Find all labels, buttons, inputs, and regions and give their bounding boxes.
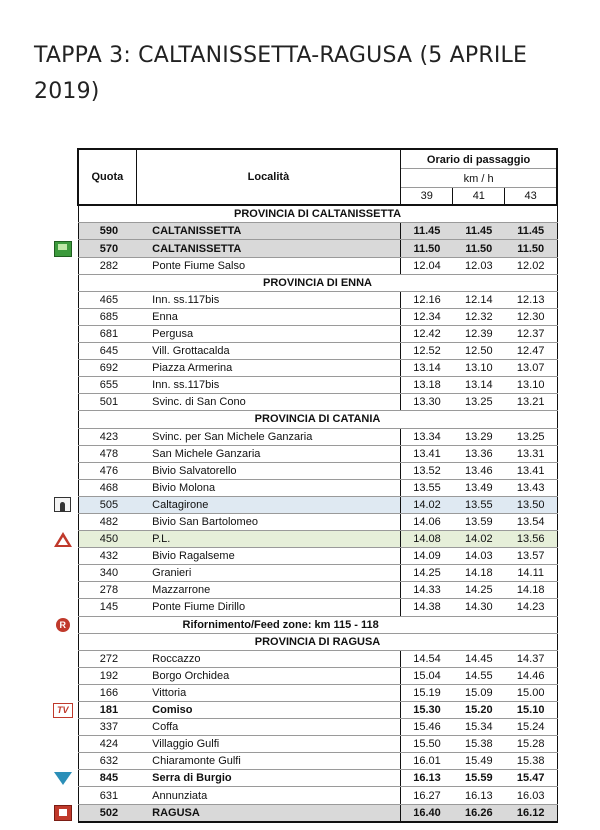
time-cell-43: 15.47: [505, 770, 557, 787]
localita-cell: Bivio Salvatorello: [136, 462, 401, 479]
time-cell-41: 14.55: [453, 667, 505, 684]
row-icon-cell: [48, 257, 78, 274]
table-row: [48, 804, 557, 822]
time-cell-39: 14.08: [401, 531, 453, 548]
quota-cell: 502: [78, 804, 136, 822]
time-cell-39: 12.52: [401, 343, 453, 360]
localita-cell: Villaggio Gulfi: [136, 736, 401, 753]
table-row: [48, 428, 557, 445]
time-cell-39: 11.45: [401, 223, 453, 240]
time-cell-39: 15.19: [401, 684, 453, 701]
row-icon-cell: [48, 240, 78, 257]
time-cell-41: 15.49: [453, 753, 505, 770]
quota-cell: 476: [78, 462, 136, 479]
timetable-body: [48, 205, 557, 821]
row-icon-cell: [48, 343, 78, 360]
feed-zone-icon: R: [56, 618, 70, 632]
row-icon-cell: [48, 445, 78, 462]
time-cell-43: 15.38: [505, 753, 557, 770]
localita-cell: Annunziata: [136, 787, 401, 804]
time-cell-43: 13.25: [505, 428, 557, 445]
row-icon-cell: [48, 719, 78, 736]
quota-cell: 337: [78, 719, 136, 736]
table-row: [48, 394, 557, 411]
time-cell-43: 13.43: [505, 479, 557, 496]
row-icon-cell: [48, 274, 78, 291]
quota-cell: 845: [78, 770, 136, 787]
time-cell-43: 14.11: [505, 565, 557, 582]
row-icon-cell: [48, 360, 78, 377]
table-row: [48, 548, 557, 565]
time-cell-39: 13.52: [401, 462, 453, 479]
table-row: [48, 223, 557, 240]
time-cell-43: 13.50: [505, 496, 557, 513]
localita-cell: Borgo Orchidea: [136, 667, 401, 684]
table-row: [48, 565, 557, 582]
row-icon-cell: [48, 736, 78, 753]
row-icon-cell: [48, 684, 78, 701]
time-cell-41: 13.36: [453, 445, 505, 462]
localita-cell: Pergusa: [136, 325, 401, 342]
time-cell-39: 13.30: [401, 394, 453, 411]
localita-cell: Bivio San Bartolomeo: [136, 513, 401, 530]
localita-cell: Ponte Fiume Salso: [136, 257, 401, 274]
time-cell-41: 15.59: [453, 770, 505, 787]
time-cell-41: 13.14: [453, 377, 505, 394]
time-cell-43: 13.57: [505, 548, 557, 565]
time-cell-39: 12.04: [401, 257, 453, 274]
table-row: [48, 343, 557, 360]
quota-cell: 590: [78, 223, 136, 240]
time-cell-43: 15.28: [505, 736, 557, 753]
table-row: [48, 496, 557, 513]
time-cell-43: 12.02: [505, 257, 557, 274]
localita-cell: Roccazzo: [136, 650, 401, 667]
feed-zone-label: Rifornimento/Feed zone: km 115 - 118: [78, 616, 557, 633]
localita-cell: Bivio Ragalseme: [136, 548, 401, 565]
localita-cell: Inn. ss.117bis: [136, 377, 401, 394]
page-title: TAPPA 3: CALTANISSETTA-RAGUSA (5 APRILE 2019): [34, 43, 528, 104]
localita-cell: CALTANISSETTA: [136, 240, 401, 257]
quota-cell: 272: [78, 650, 136, 667]
time-cell-39: 16.40: [401, 804, 453, 822]
table-row: [48, 702, 557, 719]
tv-icon: TV: [53, 703, 73, 718]
row-icon-cell: [48, 599, 78, 616]
table-row: [48, 462, 557, 479]
quota-cell: 450: [78, 531, 136, 548]
row-icon-cell: [48, 411, 78, 428]
mountain-gpm-icon: [54, 772, 72, 785]
province-row: [48, 633, 557, 650]
table-row: [48, 531, 557, 548]
quota-cell: 692: [78, 360, 136, 377]
table-row: [48, 736, 557, 753]
province-row: [48, 274, 557, 291]
quota-cell: 632: [78, 753, 136, 770]
table-row: [48, 308, 557, 325]
quota-cell: 192: [78, 667, 136, 684]
time-cell-39: 15.50: [401, 736, 453, 753]
row-icon-cell: [48, 633, 78, 650]
row-icon-cell: [48, 770, 78, 787]
time-cell-43: 15.24: [505, 719, 557, 736]
table-row: [48, 787, 557, 804]
time-cell-41: 16.26: [453, 804, 505, 822]
time-cell-41: 11.45: [453, 223, 505, 240]
row-icon-cell: [48, 548, 78, 565]
time-cell-39: 13.14: [401, 360, 453, 377]
time-cell-41: 14.30: [453, 599, 505, 616]
time-cell-43: 13.21: [505, 394, 557, 411]
table-row: [48, 513, 557, 530]
table-row: [48, 325, 557, 342]
table-row: [48, 719, 557, 736]
time-cell-39: 16.27: [401, 787, 453, 804]
time-cell-39: 14.38: [401, 599, 453, 616]
header-localita: Località: [136, 149, 401, 205]
time-cell-43: 11.45: [505, 223, 557, 240]
time-cell-39: 13.18: [401, 377, 453, 394]
row-icon-cell: [48, 223, 78, 240]
row-icon-cell: [48, 582, 78, 599]
quota-cell: 424: [78, 736, 136, 753]
finish-icon: [54, 805, 72, 821]
table-row: [48, 377, 557, 394]
table-row: [48, 684, 557, 701]
table-row: [48, 667, 557, 684]
time-cell-43: 12.13: [505, 291, 557, 308]
row-icon-cell: [48, 428, 78, 445]
time-cell-39: 13.55: [401, 479, 453, 496]
time-cell-39: 16.13: [401, 770, 453, 787]
row-icon-cell: [48, 616, 78, 633]
localita-cell: Vittoria: [136, 684, 401, 701]
time-cell-39: 12.16: [401, 291, 453, 308]
province-row: [48, 205, 557, 223]
time-cell-41: 15.09: [453, 684, 505, 701]
header-orario: Orario di passaggio: [401, 149, 557, 169]
feed-zone-row: [48, 616, 557, 633]
time-cell-43: 12.30: [505, 308, 557, 325]
localita-cell: Vill. Grottacalda: [136, 343, 401, 360]
table-row: [48, 753, 557, 770]
time-cell-43: 13.07: [505, 360, 557, 377]
time-cell-39: 12.42: [401, 325, 453, 342]
time-cell-43: 11.50: [505, 240, 557, 257]
quota-cell: 468: [78, 479, 136, 496]
time-cell-39: 14.54: [401, 650, 453, 667]
localita-cell: P.L.: [136, 531, 401, 548]
quota-cell: 432: [78, 548, 136, 565]
table-row: [48, 770, 557, 787]
row-icon-cell: [48, 513, 78, 530]
row-icon-cell: [48, 565, 78, 582]
time-cell-43: 14.46: [505, 667, 557, 684]
table-row: [48, 291, 557, 308]
localita-cell: Mazzarrone: [136, 582, 401, 599]
table-row: [48, 479, 557, 496]
time-cell-43: 14.18: [505, 582, 557, 599]
start-icon: [54, 241, 72, 257]
row-icon-cell: [48, 479, 78, 496]
quota-cell: 645: [78, 343, 136, 360]
time-cell-41: 14.18: [453, 565, 505, 582]
time-cell-43: 13.10: [505, 377, 557, 394]
time-cell-41: 15.38: [453, 736, 505, 753]
time-cell-39: 14.06: [401, 513, 453, 530]
row-icon-cell: [48, 308, 78, 325]
province-label: PROVINCIA DI CATANIA: [78, 411, 557, 428]
time-cell-41: 13.49: [453, 479, 505, 496]
table-row: [48, 360, 557, 377]
time-cell-39: 11.50: [401, 240, 453, 257]
table-row: [48, 650, 557, 667]
time-cell-41: 14.25: [453, 582, 505, 599]
time-cell-43: 16.03: [505, 787, 557, 804]
quota-cell: 423: [78, 428, 136, 445]
quota-cell: 681: [78, 325, 136, 342]
time-cell-39: 13.41: [401, 445, 453, 462]
localita-cell: Piazza Armerina: [136, 360, 401, 377]
quota-cell: 655: [78, 377, 136, 394]
time-cell-41: 14.02: [453, 531, 505, 548]
header-row: [48, 149, 557, 169]
localita-cell: Comiso: [136, 702, 401, 719]
quota-cell: 570: [78, 240, 136, 257]
time-cell-39: 13.34: [401, 428, 453, 445]
quota-cell: 145: [78, 599, 136, 616]
province-label: PROVINCIA DI RAGUSA: [78, 633, 557, 650]
localita-cell: Ponte Fiume Dirillo: [136, 599, 401, 616]
row-icon-cell: [48, 787, 78, 804]
table-row: [48, 240, 557, 257]
quota-cell: 340: [78, 565, 136, 582]
time-cell-41: 12.39: [453, 325, 505, 342]
time-cell-41: 12.50: [453, 343, 505, 360]
localita-cell: Svinc. per San Michele Ganzaria: [136, 428, 401, 445]
row-icon-cell: [48, 650, 78, 667]
time-cell-41: 13.55: [453, 496, 505, 513]
time-cell-41: 14.03: [453, 548, 505, 565]
time-cell-41: 13.10: [453, 360, 505, 377]
province-row: [48, 411, 557, 428]
quota-cell: 181: [78, 702, 136, 719]
time-cell-39: 14.02: [401, 496, 453, 513]
localita-cell: Granieri: [136, 565, 401, 582]
time-cell-43: 16.12: [505, 804, 557, 822]
quota-cell: 166: [78, 684, 136, 701]
time-cell-41: 15.20: [453, 702, 505, 719]
quota-cell: 685: [78, 308, 136, 325]
time-cell-41: 13.46: [453, 462, 505, 479]
quota-cell: 501: [78, 394, 136, 411]
row-icon-cell: [48, 667, 78, 684]
time-cell-39: 14.25: [401, 565, 453, 582]
localita-cell: Bivio Molona: [136, 479, 401, 496]
time-cell-41: 12.32: [453, 308, 505, 325]
quota-cell: 478: [78, 445, 136, 462]
time-cell-41: 11.50: [453, 240, 505, 257]
time-cell-39: 15.04: [401, 667, 453, 684]
timetable-sheet: [48, 148, 558, 823]
time-cell-43: 13.54: [505, 513, 557, 530]
time-cell-43: 15.00: [505, 684, 557, 701]
time-cell-41: 15.34: [453, 719, 505, 736]
province-label: PROVINCIA DI ENNA: [78, 274, 557, 291]
row-icon-cell: [48, 394, 78, 411]
row-icon-cell: [48, 702, 78, 719]
row-icon-cell: [48, 377, 78, 394]
row-icon-cell: [48, 462, 78, 479]
row-icon-cell: [48, 804, 78, 822]
localita-cell: Chiaramonte Gulfi: [136, 753, 401, 770]
row-icon-cell: [48, 753, 78, 770]
castle-icon: [54, 497, 71, 512]
time-cell-43: 13.56: [505, 531, 557, 548]
time-cell-41: 13.29: [453, 428, 505, 445]
localita-cell: RAGUSA: [136, 804, 401, 822]
time-cell-41: 12.03: [453, 257, 505, 274]
timetable: [48, 148, 558, 823]
time-cell-39: 16.01: [401, 753, 453, 770]
time-cell-41: 12.14: [453, 291, 505, 308]
province-label: PROVINCIA DI CALTANISSETTA: [78, 205, 557, 223]
time-cell-43: 13.31: [505, 445, 557, 462]
header-speed-41: 41: [453, 188, 505, 206]
row-icon-cell: [48, 205, 78, 223]
time-cell-39: 14.33: [401, 582, 453, 599]
header-quota: Quota: [78, 149, 136, 205]
time-cell-41: 13.25: [453, 394, 505, 411]
localita-cell: Serra di Burgio: [136, 770, 401, 787]
quota-cell: 631: [78, 787, 136, 804]
time-cell-41: 16.13: [453, 787, 505, 804]
row-icon-cell: [48, 531, 78, 548]
row-icon-cell: [48, 291, 78, 308]
time-cell-43: 12.37: [505, 325, 557, 342]
level-crossing-warning-icon: [54, 532, 72, 547]
time-cell-41: 14.45: [453, 650, 505, 667]
localita-cell: Inn. ss.117bis: [136, 291, 401, 308]
row-icon-cell: [48, 325, 78, 342]
quota-cell: 505: [78, 496, 136, 513]
time-cell-43: 14.37: [505, 650, 557, 667]
table-row: [48, 445, 557, 462]
table-row: [48, 599, 557, 616]
table-row: [48, 257, 557, 274]
header-unit: km / h: [401, 169, 557, 188]
table-row: [48, 582, 557, 599]
time-cell-43: 15.10: [505, 702, 557, 719]
localita-cell: Caltagirone: [136, 496, 401, 513]
row-icon-cell: [48, 496, 78, 513]
localita-cell: CALTANISSETTA: [136, 223, 401, 240]
localita-cell: Enna: [136, 308, 401, 325]
time-cell-43: 13.41: [505, 462, 557, 479]
quota-cell: 465: [78, 291, 136, 308]
time-cell-41: 13.59: [453, 513, 505, 530]
header-speed-39: 39: [401, 188, 453, 206]
time-cell-43: 14.23: [505, 599, 557, 616]
time-cell-39: 12.34: [401, 308, 453, 325]
quota-cell: 482: [78, 513, 136, 530]
time-cell-39: 15.30: [401, 702, 453, 719]
localita-cell: Coffa: [136, 719, 401, 736]
quota-cell: 278: [78, 582, 136, 599]
header-speed-43: 43: [505, 188, 557, 206]
quota-cell: 282: [78, 257, 136, 274]
localita-cell: San Michele Ganzaria: [136, 445, 401, 462]
time-cell-39: 15.46: [401, 719, 453, 736]
time-cell-43: 12.47: [505, 343, 557, 360]
localita-cell: Svinc. di San Cono: [136, 394, 401, 411]
time-cell-39: 14.09: [401, 548, 453, 565]
